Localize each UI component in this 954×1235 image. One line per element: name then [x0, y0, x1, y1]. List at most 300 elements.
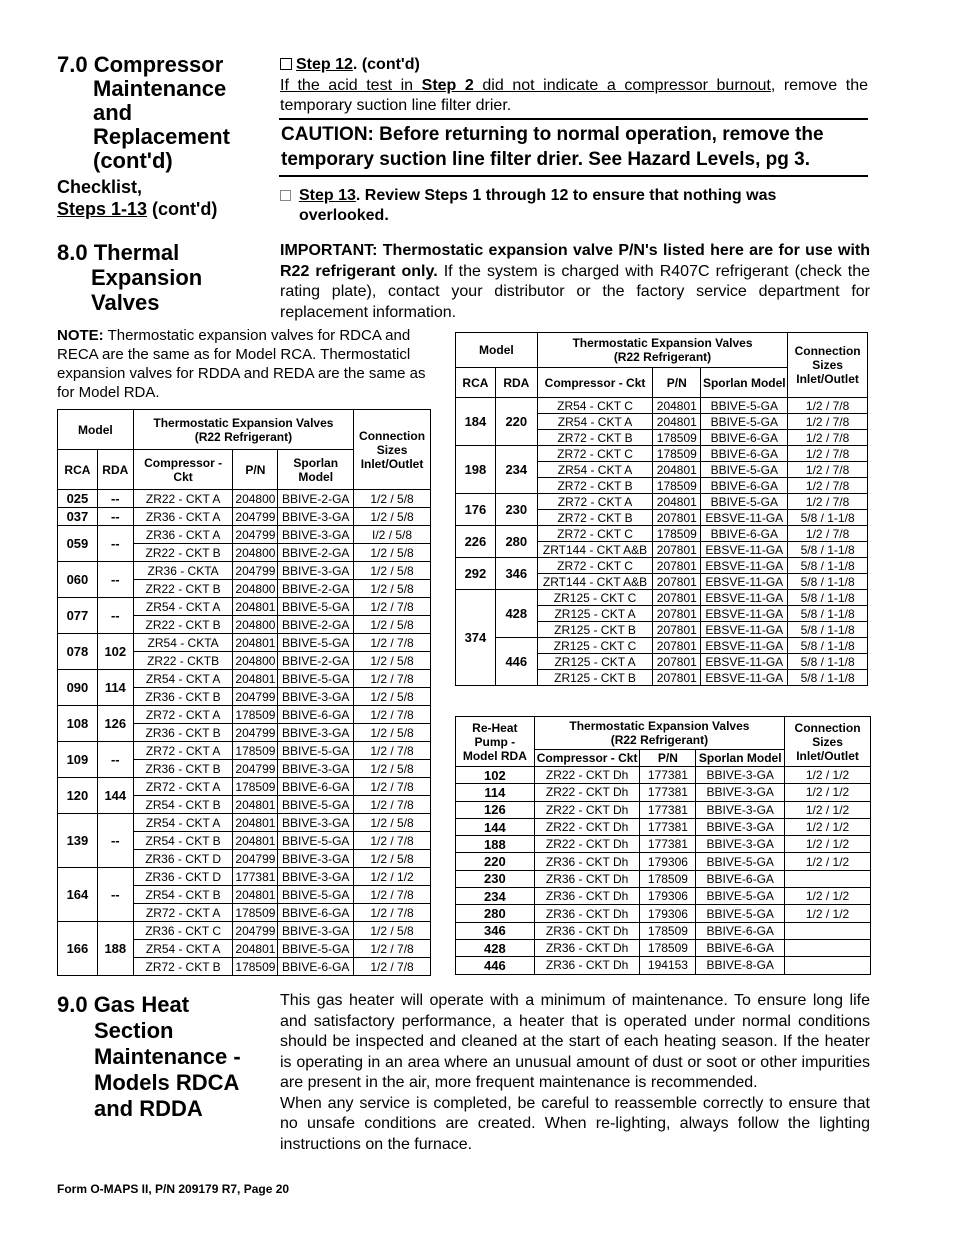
cell-pn: 204801	[233, 670, 278, 688]
cell-pn: 204800	[233, 490, 278, 508]
cell-connection: 1/2 / 7/8	[788, 462, 868, 478]
table-row	[456, 494, 868, 510]
table-row	[456, 398, 868, 414]
cell-compressor: ZR125 - CKT A	[537, 606, 653, 622]
divider	[279, 175, 868, 177]
cell-pn: 204801	[653, 462, 701, 478]
cell-pn: 204801	[233, 886, 278, 904]
cell-rca: 090	[58, 670, 98, 706]
cell-pn: 204799	[233, 922, 278, 940]
table-row	[456, 957, 871, 974]
tev-table-rca	[57, 409, 431, 976]
cell-compressor: ZR72 - CKT C	[537, 526, 653, 542]
cell-sporlan: BBIVE-8-GA	[696, 957, 785, 974]
section-8-title	[57, 240, 202, 315]
cell-pn: 207801	[653, 590, 701, 606]
cell-sporlan: BBIVE-2-GA	[278, 580, 354, 598]
cell-connection: 1/2 / 1/2	[785, 784, 871, 801]
cell-compressor: ZR54 - CKT A	[133, 670, 233, 688]
checkbox-icon[interactable]	[280, 190, 291, 201]
cell-rca: 078	[58, 634, 98, 670]
cell-sporlan: BBIVE-5-GA	[278, 832, 354, 850]
table-row	[456, 767, 871, 784]
cell-sporlan: BBIVE-5-GA	[696, 888, 785, 905]
table-row	[58, 490, 431, 508]
cell-pn: 204801	[233, 796, 278, 814]
header-rca: RCA	[58, 450, 98, 490]
cell-pn: 177381	[640, 767, 696, 784]
cell-pn: 178509	[653, 478, 701, 494]
cell-compressor: ZRT144 - CKT A&B	[537, 542, 653, 558]
header-sporlan: Sporlan Model	[278, 450, 354, 490]
cell-sporlan: BBIVE-6-GA	[701, 526, 788, 542]
cell-sporlan: EBSVE-11-GA	[701, 558, 788, 574]
section-9-title-line: Section	[94, 1018, 174, 1043]
cell-compressor: ZR22 - CKT B	[133, 544, 233, 562]
cell-sporlan: BBIVE-2-GA	[278, 652, 354, 670]
cell-connection: 5/8 / 1-1/8	[788, 574, 868, 590]
cell-pn: 178509	[653, 430, 701, 446]
cell-connection	[785, 922, 871, 939]
cell-compressor: ZR36 - CKT A	[133, 508, 233, 526]
cell-model: 234	[456, 888, 535, 905]
cell-compressor: ZR125 - CKT A	[537, 654, 653, 670]
cell-pn: 178509	[233, 742, 278, 760]
cell-compressor: ZR36 - CKT Dh	[534, 939, 640, 956]
cell-pn: 204801	[233, 634, 278, 652]
cell-compressor: ZR54 - CKT A	[537, 414, 653, 430]
cell-pn: 204799	[233, 760, 278, 778]
cell-pn: 204800	[233, 580, 278, 598]
cell-compressor: ZR72 - CKT A	[133, 904, 233, 922]
cell-connection: 1/2 / 7/8	[354, 904, 431, 922]
cell-sporlan: BBIVE-2-GA	[278, 490, 354, 508]
checkbox-icon[interactable]	[280, 58, 292, 70]
cell-pn: 178509	[640, 870, 696, 887]
cell-pn: 207801	[653, 510, 701, 526]
cell-rca: 060	[58, 562, 98, 598]
cell-sporlan: BBIVE-6-GA	[696, 922, 785, 939]
cell-connection: I/2 / 5/8	[354, 526, 431, 544]
cell-connection: 1/2 / 7/8	[354, 706, 431, 724]
cell-sporlan: BBIVE-3-GA	[278, 850, 354, 868]
cell-compressor: ZR72 - CKT B	[537, 510, 653, 526]
header-tev	[534, 717, 784, 750]
table-row	[456, 870, 871, 887]
header-compressor: Compressor - Ckt	[534, 750, 640, 767]
cell-rda: 102	[97, 634, 133, 670]
cell-pn: 207801	[653, 558, 701, 574]
cell-sporlan: BBIVE-3-GA	[696, 836, 785, 853]
table-row	[456, 922, 871, 939]
cell-compressor: ZR36 - CKT B	[133, 760, 233, 778]
cell-connection: 1/2 / 5/8	[354, 652, 431, 670]
cell-connection	[785, 939, 871, 956]
table-row	[58, 508, 431, 526]
cell-compressor: ZR22 - CKTB	[133, 652, 233, 670]
cell-connection: 5/8 / 1-1/8	[788, 638, 868, 654]
cell-connection: 5/8 / 1-1/8	[788, 510, 868, 526]
step-13-text: . Review Steps 1 through 12 to ensure that nothing was overlooked.	[298, 187, 777, 224]
cell-connection: 1/2 / 7/8	[354, 886, 431, 904]
cell-connection: 5/8 / 1-1/8	[788, 670, 868, 686]
cell-model: 102	[456, 767, 535, 784]
cell-pn: 177381	[640, 836, 696, 853]
cell-model: 126	[456, 801, 535, 818]
cell-sporlan: BBIVE-5-GA	[278, 598, 354, 616]
cell-pn: 204799	[233, 688, 278, 706]
cell-compressor: ZR36 - CKT A	[133, 526, 233, 544]
cell-pn: 204800	[233, 616, 278, 634]
cell-connection: 1/2 / 7/8	[788, 430, 868, 446]
cell-sporlan: BBIVE-6-GA	[278, 706, 354, 724]
cell-compressor: ZR72 - CKT A	[133, 742, 233, 760]
table-row	[456, 939, 871, 956]
header-sporlan: Sporlan Model	[701, 368, 788, 398]
section-8-title-line: 8.0 Thermal	[57, 240, 180, 265]
cell-pn: 178509	[653, 526, 701, 542]
header-rca: RCA	[456, 368, 496, 398]
cell-sporlan: EBSVE-11-GA	[701, 574, 788, 590]
cell-model: 114	[456, 784, 535, 801]
cell-connection: 1/2 / 1/2	[785, 767, 871, 784]
cell-pn: 179306	[640, 853, 696, 870]
cell-sporlan: BBIVE-5-GA	[278, 796, 354, 814]
cell-sporlan: BBIVE-3-GA	[278, 922, 354, 940]
header-tev	[133, 410, 353, 450]
cell-model: 346	[456, 922, 535, 939]
table-row	[456, 818, 871, 835]
cell-compressor: ZR36 - CKT D	[133, 868, 233, 886]
important-label: IMPORTANT: Thermostatic expansion valve P/N's listed here are for use with R22 refrigerant only.	[280, 242, 870, 280]
table-row	[58, 634, 431, 652]
checklist-steps: Steps 1-13	[57, 199, 148, 219]
note-label: NOTE:	[57, 327, 104, 344]
cell-pn: 207801	[653, 654, 701, 670]
cell-compressor: ZR54 - CKT A	[133, 814, 233, 832]
cell-compressor: ZR54 - CKT B	[133, 886, 233, 904]
header-model: Model	[58, 410, 134, 450]
step-12-text: If the acid test in	[280, 77, 422, 94]
cell-sporlan: BBIVE-2-GA	[278, 616, 354, 634]
cell-rda: 126	[97, 706, 133, 742]
cell-sporlan: BBIVE-5-GA	[278, 940, 354, 958]
cell-rca: 120	[58, 778, 98, 814]
cell-connection: 1/2 / 7/8	[788, 398, 868, 414]
table-row	[456, 801, 871, 818]
cell-sporlan: BBIVE-5-GA	[696, 905, 785, 922]
cell-sporlan: BBIVE-6-GA	[278, 958, 354, 976]
cell-compressor: ZR22 - CKT Dh	[534, 767, 640, 784]
divider	[279, 118, 868, 120]
cell-connection: 1/2 / 5/8	[354, 922, 431, 940]
cell-rda: 234	[495, 446, 537, 494]
cell-sporlan: BBIVE-6-GA	[701, 430, 788, 446]
cell-sporlan: BBIVE-3-GA	[278, 868, 354, 886]
cell-pn: 178509	[640, 922, 696, 939]
cell-rda: 446	[495, 638, 537, 686]
checklist-label: Checklist,	[57, 177, 143, 197]
cell-pn: 204800	[233, 544, 278, 562]
cell-connection: 1/2 / 1/2	[785, 888, 871, 905]
cell-rda: 114	[97, 670, 133, 706]
cell-model: 280	[456, 905, 535, 922]
cell-compressor: ZR36 - CKT Dh	[534, 870, 640, 887]
cell-connection	[785, 870, 871, 887]
cell-pn: 207801	[653, 542, 701, 558]
cell-pn: 204799	[233, 508, 278, 526]
cell-pn: 207801	[653, 638, 701, 654]
cell-connection: 5/8 / 1-1/8	[788, 622, 868, 638]
step-12-suffix: . (cont'd)	[352, 56, 420, 73]
header-tev-title: Thermostatic Expansion Valves	[569, 719, 750, 733]
section-9-body	[280, 991, 870, 1155]
cell-sporlan: EBSVE-11-GA	[701, 606, 788, 622]
cell-connection: 5/8 / 1-1/8	[788, 558, 868, 574]
cell-sporlan: BBIVE-6-GA	[701, 478, 788, 494]
cell-rca: 037	[58, 508, 98, 526]
cell-sporlan: BBIVE-3-GA	[278, 724, 354, 742]
cell-rda: --	[97, 490, 133, 508]
cell-compressor: ZR72 - CKT B	[133, 958, 233, 976]
cell-compressor: ZR22 - CKT Dh	[534, 836, 640, 853]
table-row	[58, 742, 431, 760]
cell-compressor: ZR125 - CKT B	[537, 622, 653, 638]
cell-sporlan: BBIVE-6-GA	[278, 904, 354, 922]
cell-sporlan: EBSVE-11-GA	[701, 510, 788, 526]
cell-pn: 207801	[653, 574, 701, 590]
checklist-cont: (cont'd)	[147, 199, 218, 219]
cell-pn: 178509	[640, 939, 696, 956]
table-row	[58, 778, 431, 796]
header-sporlan: Sporlan Model	[696, 750, 785, 767]
table-row	[58, 706, 431, 724]
cell-compressor: ZR36 - CKT Dh	[534, 888, 640, 905]
cell-pn: 177381	[640, 818, 696, 835]
step-12-text: did not indicate a compressor burnout	[473, 77, 771, 94]
table-row	[456, 638, 868, 654]
cell-compressor: ZR22 - CKT Dh	[534, 784, 640, 801]
section-9-paragraph: This gas heater will operate with a minimum of maintenance. To ensure long life and satisfactory performance, a heater that is operated under normal conditions should be inspected and cleaned at the start of each heating season. If the heater is operating in an area where an unusual amount of dust or soot or other impurities are present in the air, more frequent maintenance is recommended.	[280, 992, 870, 1091]
cell-compressor: ZR36 - CKT Dh	[534, 853, 640, 870]
cell-sporlan: BBIVE-5-GA	[696, 853, 785, 870]
cell-pn: 178509	[653, 446, 701, 462]
checklist-heading	[57, 176, 217, 220]
cell-rca: 226	[456, 526, 496, 558]
cell-rda: 230	[495, 494, 537, 526]
table-row	[456, 836, 871, 853]
cell-sporlan: BBIVE-6-GA	[696, 870, 785, 887]
cell-connection: 1/2 / 1/2	[785, 836, 871, 853]
cell-rca: 025	[58, 490, 98, 508]
cell-pn: 178509	[233, 904, 278, 922]
section-7-title	[57, 53, 230, 173]
step-13-label: Step 13	[298, 187, 356, 204]
cell-compressor: ZR54 - CKT C	[537, 398, 653, 414]
cell-sporlan: EBSVE-11-GA	[701, 638, 788, 654]
table-row	[58, 814, 431, 832]
cell-sporlan: BBIVE-5-GA	[278, 886, 354, 904]
cell-sporlan: BBIVE-5-GA	[701, 398, 788, 414]
cell-connection: 1/2 / 5/8	[354, 544, 431, 562]
cell-pn: 204799	[233, 724, 278, 742]
cell-connection: 1/2 / 1/2	[354, 868, 431, 886]
cell-connection: 1/2 / 7/8	[354, 742, 431, 760]
table-row	[58, 670, 431, 688]
cell-pn: 204801	[233, 814, 278, 832]
header-rda: RDA	[495, 368, 537, 398]
cell-pn: 177381	[640, 784, 696, 801]
table-row	[58, 868, 431, 886]
cell-sporlan: BBIVE-5-GA	[701, 414, 788, 430]
cell-compressor: ZR22 - CKT A	[133, 490, 233, 508]
cell-compressor: ZR72 - CKT C	[537, 558, 653, 574]
tev-table-rca-large	[455, 332, 868, 686]
header-tev-sub: (R22 Refrigerant)	[613, 350, 712, 364]
page-footer: Form O-MAPS II, P/N 209179 R7, Page 20	[57, 1182, 290, 1196]
section-9-title-line: Models RDCA	[94, 1070, 240, 1095]
cell-model: 446	[456, 957, 535, 974]
table-row	[456, 558, 868, 574]
cell-rda: 220	[495, 398, 537, 446]
cell-connection: 1/2 / 5/8	[354, 490, 431, 508]
step-12	[280, 55, 868, 116]
cell-pn: 204801	[653, 414, 701, 430]
header-rda: RDA	[97, 450, 133, 490]
cell-pn: 207801	[653, 606, 701, 622]
cell-connection: 1/2 / 1/2	[785, 801, 871, 818]
cell-compressor: ZR72 - CKT A	[133, 706, 233, 724]
cell-sporlan: BBIVE-3-GA	[696, 801, 785, 818]
cell-model: 230	[456, 870, 535, 887]
table-row	[456, 446, 868, 462]
cell-pn: 177381	[233, 868, 278, 886]
cell-connection: 1/2 / 7/8	[354, 796, 431, 814]
header-pn: P/N	[233, 450, 278, 490]
section-9-paragraph: When any service is completed, be careful to reassemble correctly to ensure that no unsafe conditions are created. When re-lighting, always follow the lighting instructions on the furnace.	[280, 1094, 870, 1153]
cell-connection: 1/2 / 7/8	[354, 958, 431, 976]
cell-compressor: ZR36 - CKT B	[133, 688, 233, 706]
cell-sporlan: BBIVE-3-GA	[278, 562, 354, 580]
section-8-title-line: Expansion	[91, 265, 203, 290]
cell-connection: 5/8 / 1-1/8	[788, 590, 868, 606]
cell-connection: 1/2 / 7/8	[354, 778, 431, 796]
cell-sporlan: BBIVE-6-GA	[278, 778, 354, 796]
cell-sporlan: BBIVE-5-GA	[278, 634, 354, 652]
cell-pn: 204800	[233, 652, 278, 670]
note-paragraph	[57, 326, 427, 402]
cell-compressor: ZR125 - CKT B	[537, 670, 653, 686]
cell-sporlan: BBIVE-6-GA	[701, 446, 788, 462]
header-reheat-model: Re-Heat Pump - Model RDA	[456, 717, 535, 767]
caution-text: CAUTION: Before returning to normal operation, remove the temporary suction line filter drier. See Hazard Levels, pg 3.	[281, 124, 824, 170]
cell-rda: 144	[97, 778, 133, 814]
header-tev	[537, 333, 787, 368]
cell-compressor: ZR36 - CKT Dh	[534, 905, 640, 922]
cell-compressor: ZR72 - CKT B	[537, 478, 653, 494]
header-compressor: Compressor - Ckt	[537, 368, 653, 398]
cell-compressor: ZR36 - CKT D	[133, 850, 233, 868]
cell-rca: 166	[58, 922, 98, 976]
step-12-text: , remove the temporary suction line filter drier.	[280, 77, 869, 114]
cell-compressor: ZR72 - CKT B	[537, 430, 653, 446]
step-12-label: Step 12	[296, 56, 353, 73]
cell-connection	[785, 957, 871, 974]
cell-rca: 059	[58, 526, 98, 562]
table-row	[456, 784, 871, 801]
table-row	[456, 905, 871, 922]
cell-pn: 177381	[640, 801, 696, 818]
cell-compressor: ZR36 - CKT Dh	[534, 957, 640, 974]
cell-model: 144	[456, 818, 535, 835]
cell-rca: 374	[456, 590, 496, 686]
section-9-title	[57, 992, 241, 1122]
cell-model: 220	[456, 853, 535, 870]
cell-model: 188	[456, 836, 535, 853]
cell-pn: 178509	[233, 706, 278, 724]
table-row	[456, 590, 868, 606]
cell-rda: --	[97, 526, 133, 562]
cell-rca: 164	[58, 868, 98, 922]
section-8-title-line: Valves	[91, 290, 160, 315]
cell-pn: 204799	[233, 526, 278, 544]
cell-compressor: ZR54 - CKT B	[133, 796, 233, 814]
cell-pn: 207801	[653, 670, 701, 686]
cell-compressor: ZR54 - CKT A	[133, 598, 233, 616]
cell-compressor: ZR22 - CKT Dh	[534, 801, 640, 818]
cell-sporlan: BBIVE-6-GA	[696, 939, 785, 956]
cell-sporlan: BBIVE-3-GA	[278, 508, 354, 526]
cell-rda: --	[97, 598, 133, 634]
step-12-ref: Step 2	[421, 77, 474, 94]
table-row	[456, 853, 871, 870]
cell-rda: --	[97, 508, 133, 526]
cell-compressor: ZR72 - CKT A	[133, 778, 233, 796]
cell-connection: 1/2 / 1/2	[785, 853, 871, 870]
section-9-title-line: 9.0 Gas Heat	[57, 992, 190, 1017]
cell-rca: 184	[456, 398, 496, 446]
table-row	[58, 922, 431, 940]
cell-compressor: ZR22 - CKT B	[133, 580, 233, 598]
cell-compressor: ZR72 - CKT A	[537, 494, 653, 510]
section-7-title-line: (cont'd)	[93, 148, 173, 173]
cell-compressor: ZR54 - CKT A	[537, 462, 653, 478]
cell-connection: 5/8 / 1-1/8	[788, 654, 868, 670]
cell-rca: 109	[58, 742, 98, 778]
tev-table-reheat	[455, 716, 871, 975]
cell-pn: 179306	[640, 888, 696, 905]
cell-compressor: ZR125 - CKT C	[537, 590, 653, 606]
header-tev-title: Thermostatic Expansion Valves	[572, 336, 753, 350]
table-row	[58, 526, 431, 544]
cell-compressor: ZR36 - CKT Dh	[534, 922, 640, 939]
cell-compressor: ZR54 - CKT B	[133, 832, 233, 850]
cell-rda: 188	[97, 922, 133, 976]
header-pn: P/N	[653, 368, 701, 398]
cell-sporlan: BBIVE-5-GA	[701, 494, 788, 510]
cell-sporlan: BBIVE-2-GA	[278, 544, 354, 562]
cell-sporlan: BBIVE-3-GA	[278, 814, 354, 832]
table-row	[456, 888, 871, 905]
header-tev-title: Thermostatic Expansion Valves	[153, 415, 334, 430]
cell-sporlan: EBSVE-11-GA	[701, 622, 788, 638]
cell-pn: 204801	[233, 940, 278, 958]
header-tev-sub: (R22 Refrigerant)	[610, 733, 709, 747]
cell-rda: --	[97, 868, 133, 922]
cell-compressor: ZR72 - CKT C	[537, 446, 653, 462]
header-tev-sub: (R22 Refrigerant)	[194, 429, 293, 444]
cell-compressor: ZR36 - CKT B	[133, 724, 233, 742]
